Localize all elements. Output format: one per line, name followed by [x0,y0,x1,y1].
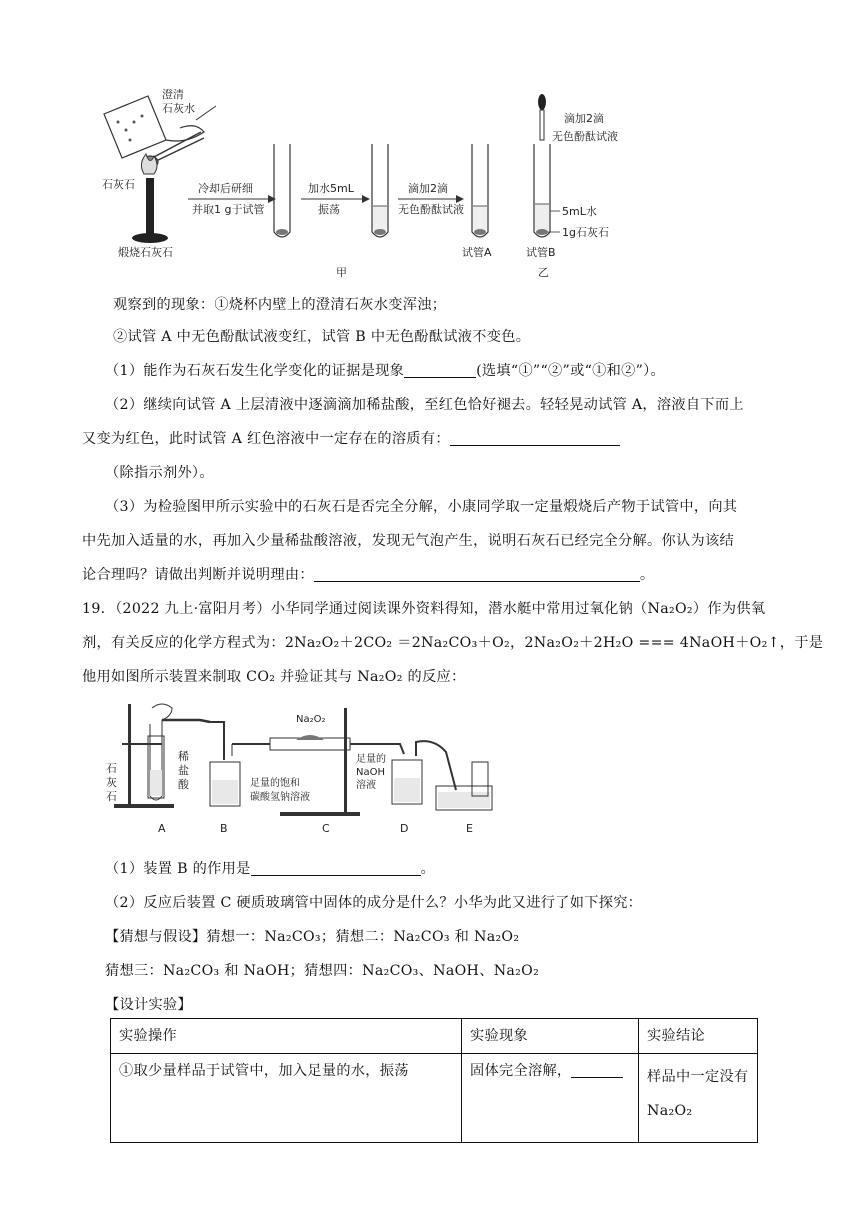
arrow2-top-label: 加水5mL [308,182,354,195]
stone-label: 石灰石 [106,762,117,803]
limewater-label: 澄清石灰水 [162,88,195,115]
cell-conclusion: 样品中一定没有 Na₂O₂ [639,1054,758,1143]
inverted-beaker-icon [104,96,166,158]
header-operation: 实验操作 [111,1019,462,1054]
water-label: 5mL水 [562,205,597,218]
part-1-end: 。 [420,861,436,877]
acid-label: 稀盐酸 [178,750,189,791]
design-heading: 【设计实验】 [105,997,192,1013]
co2-apparatus-figure [100,700,500,840]
answer-blank-3[interactable] [314,567,640,582]
header-phenomenon: 实验现象 [462,1019,639,1054]
limestone-amount-label: 1g石灰石 [562,226,609,239]
test-tube-1-icon [274,144,290,237]
question-2-line-2 [82,428,620,448]
apparatus-a-icon [114,704,210,808]
question-3-end: 。 [639,567,655,583]
label-d: D [400,822,409,835]
cell-phenomenon [462,1054,639,1143]
d-solution-label: 足量的 NaOH 溶液 [356,754,386,791]
label-a: A [158,822,166,835]
arrow3-bottom-label: 无色酚酞试液 [398,203,464,216]
label-c: C [322,822,330,835]
question-3-text: 论合理吗？请做出判断并说明理由： [82,567,314,583]
question-2-line-1: （2）继续向试管 A 上层清液中逐滴滴加稀盐酸，至红色恰好褪去。轻轻晃动试管 A，溶液自下而上 [105,397,744,413]
jia-label: 甲 [336,266,347,279]
calcine-label: 煅烧石灰石 [118,246,173,259]
question-1-text: （1）能作为石灰石发生化学变化的证据是现象 [105,363,405,379]
drop-label-1: 滴加2滴 [564,112,604,125]
question-3-line-3 [82,564,654,584]
table-row [111,1054,758,1143]
test-tube-2-icon [372,144,388,237]
b-solution-label: 足量的饱和碳酸氢钠溶液 [250,778,310,803]
arrow1-bottom-label: 并取1 g于试管 [192,203,265,216]
apparatus-e-icon [436,762,492,810]
phenomenon-text: 固体完全溶解， [470,1063,572,1079]
hypothesis-1: 【猜想与假设】猜想一：Na₂CO₃；猜想二：Na₂CO₃ 和 Na₂O₂ [105,929,520,945]
question-2-text: 又变为红色，此时试管 A 红色溶液中一定存在的溶质有： [82,431,450,447]
part-2: （2）反应后装置 C 硬质玻璃管中固体的成分是什么？小华为此又进行了如下探究： [105,895,643,911]
table-header-row [111,1019,758,1054]
label-e: E [466,822,473,835]
arrow3-top-label: 滴加2滴 [408,182,448,195]
question-3-line-2: 中先加入适量的水，再加入少量稀盐酸溶液，发现无气泡产生，说明石灰石已经完全分解。你认为该结 [82,533,734,549]
problem-19-line-3: 他用如图所示装置来制取 CO₂ 并验证其与 Na₂O₂ 的反应： [82,669,466,685]
cell-operation: ①取少量样品于试管中，加入足量的水，振荡 [111,1054,462,1143]
yi-label: 乙 [538,266,549,279]
arrow2-bottom-label: 振荡 [318,203,340,216]
na2o2-label: Na₂O₂ [296,714,326,725]
question-3-line-1: （3）为检验图甲所示实验中的石灰石是否完全分解，小康同学取一定量煅烧后产物于试管中，向其 [105,499,738,515]
limestone-label: 石灰石 [102,178,135,191]
answer-blank-1[interactable] [404,363,476,378]
drop-label-2: 无色酚酞试液 [552,130,618,143]
problem-19-line-2: 剂，有关反应的化学方程式为：2Na₂O₂＋2CO₂ ＝2Na₂CO₃＋O₂，2Na₂O₂＋2H₂O === 4NaOH＋O₂↑，于是 [82,635,824,651]
test-tube-a-icon [472,144,488,237]
experiment-table [110,1018,758,1143]
tube-a-label: 试管A [462,246,492,259]
header-conclusion: 实验结论 [639,1019,758,1054]
hypothesis-2: 猜想三：Na₂CO₃ 和 NaOH；猜想四：Na₂CO₃、NaOH、Na₂O₂ [105,963,540,979]
dropper-icon [538,94,546,140]
question-1 [105,360,665,380]
answer-blank-4[interactable] [251,861,421,876]
observation-1: 观察到的现象：①烧杯内壁上的澄清石灰水变浑浊； [113,297,447,313]
observation-2: ②试管 A 中无色酚酞试液变红，试管 B 中无色酚酞试液不变色。 [113,329,531,345]
answer-blank-5[interactable] [571,1063,623,1078]
label-b: B [220,822,228,835]
question-2-line-3: （除指示剂外）。 [105,465,214,481]
part-1 [105,858,435,878]
part-1-text: （1）装置 B 的作用是 [105,861,251,877]
arrow1-top-label: 冷却后研细 [198,182,253,195]
limestone-experiment-figure [96,82,656,280]
test-tube-b-icon [534,144,550,237]
tube-b-label: 试管B [526,246,556,259]
problem-19-line-1: 19．（2022 九上·富阳月考）小华同学通过阅读课外资料得知，潜水艇中常用过氧化钠（Na₂O₂）作为供氧 [82,601,766,617]
question-1-options: (选填“①”“②”或“①和②”）。 [476,363,666,379]
answer-blank-2[interactable] [450,431,620,446]
